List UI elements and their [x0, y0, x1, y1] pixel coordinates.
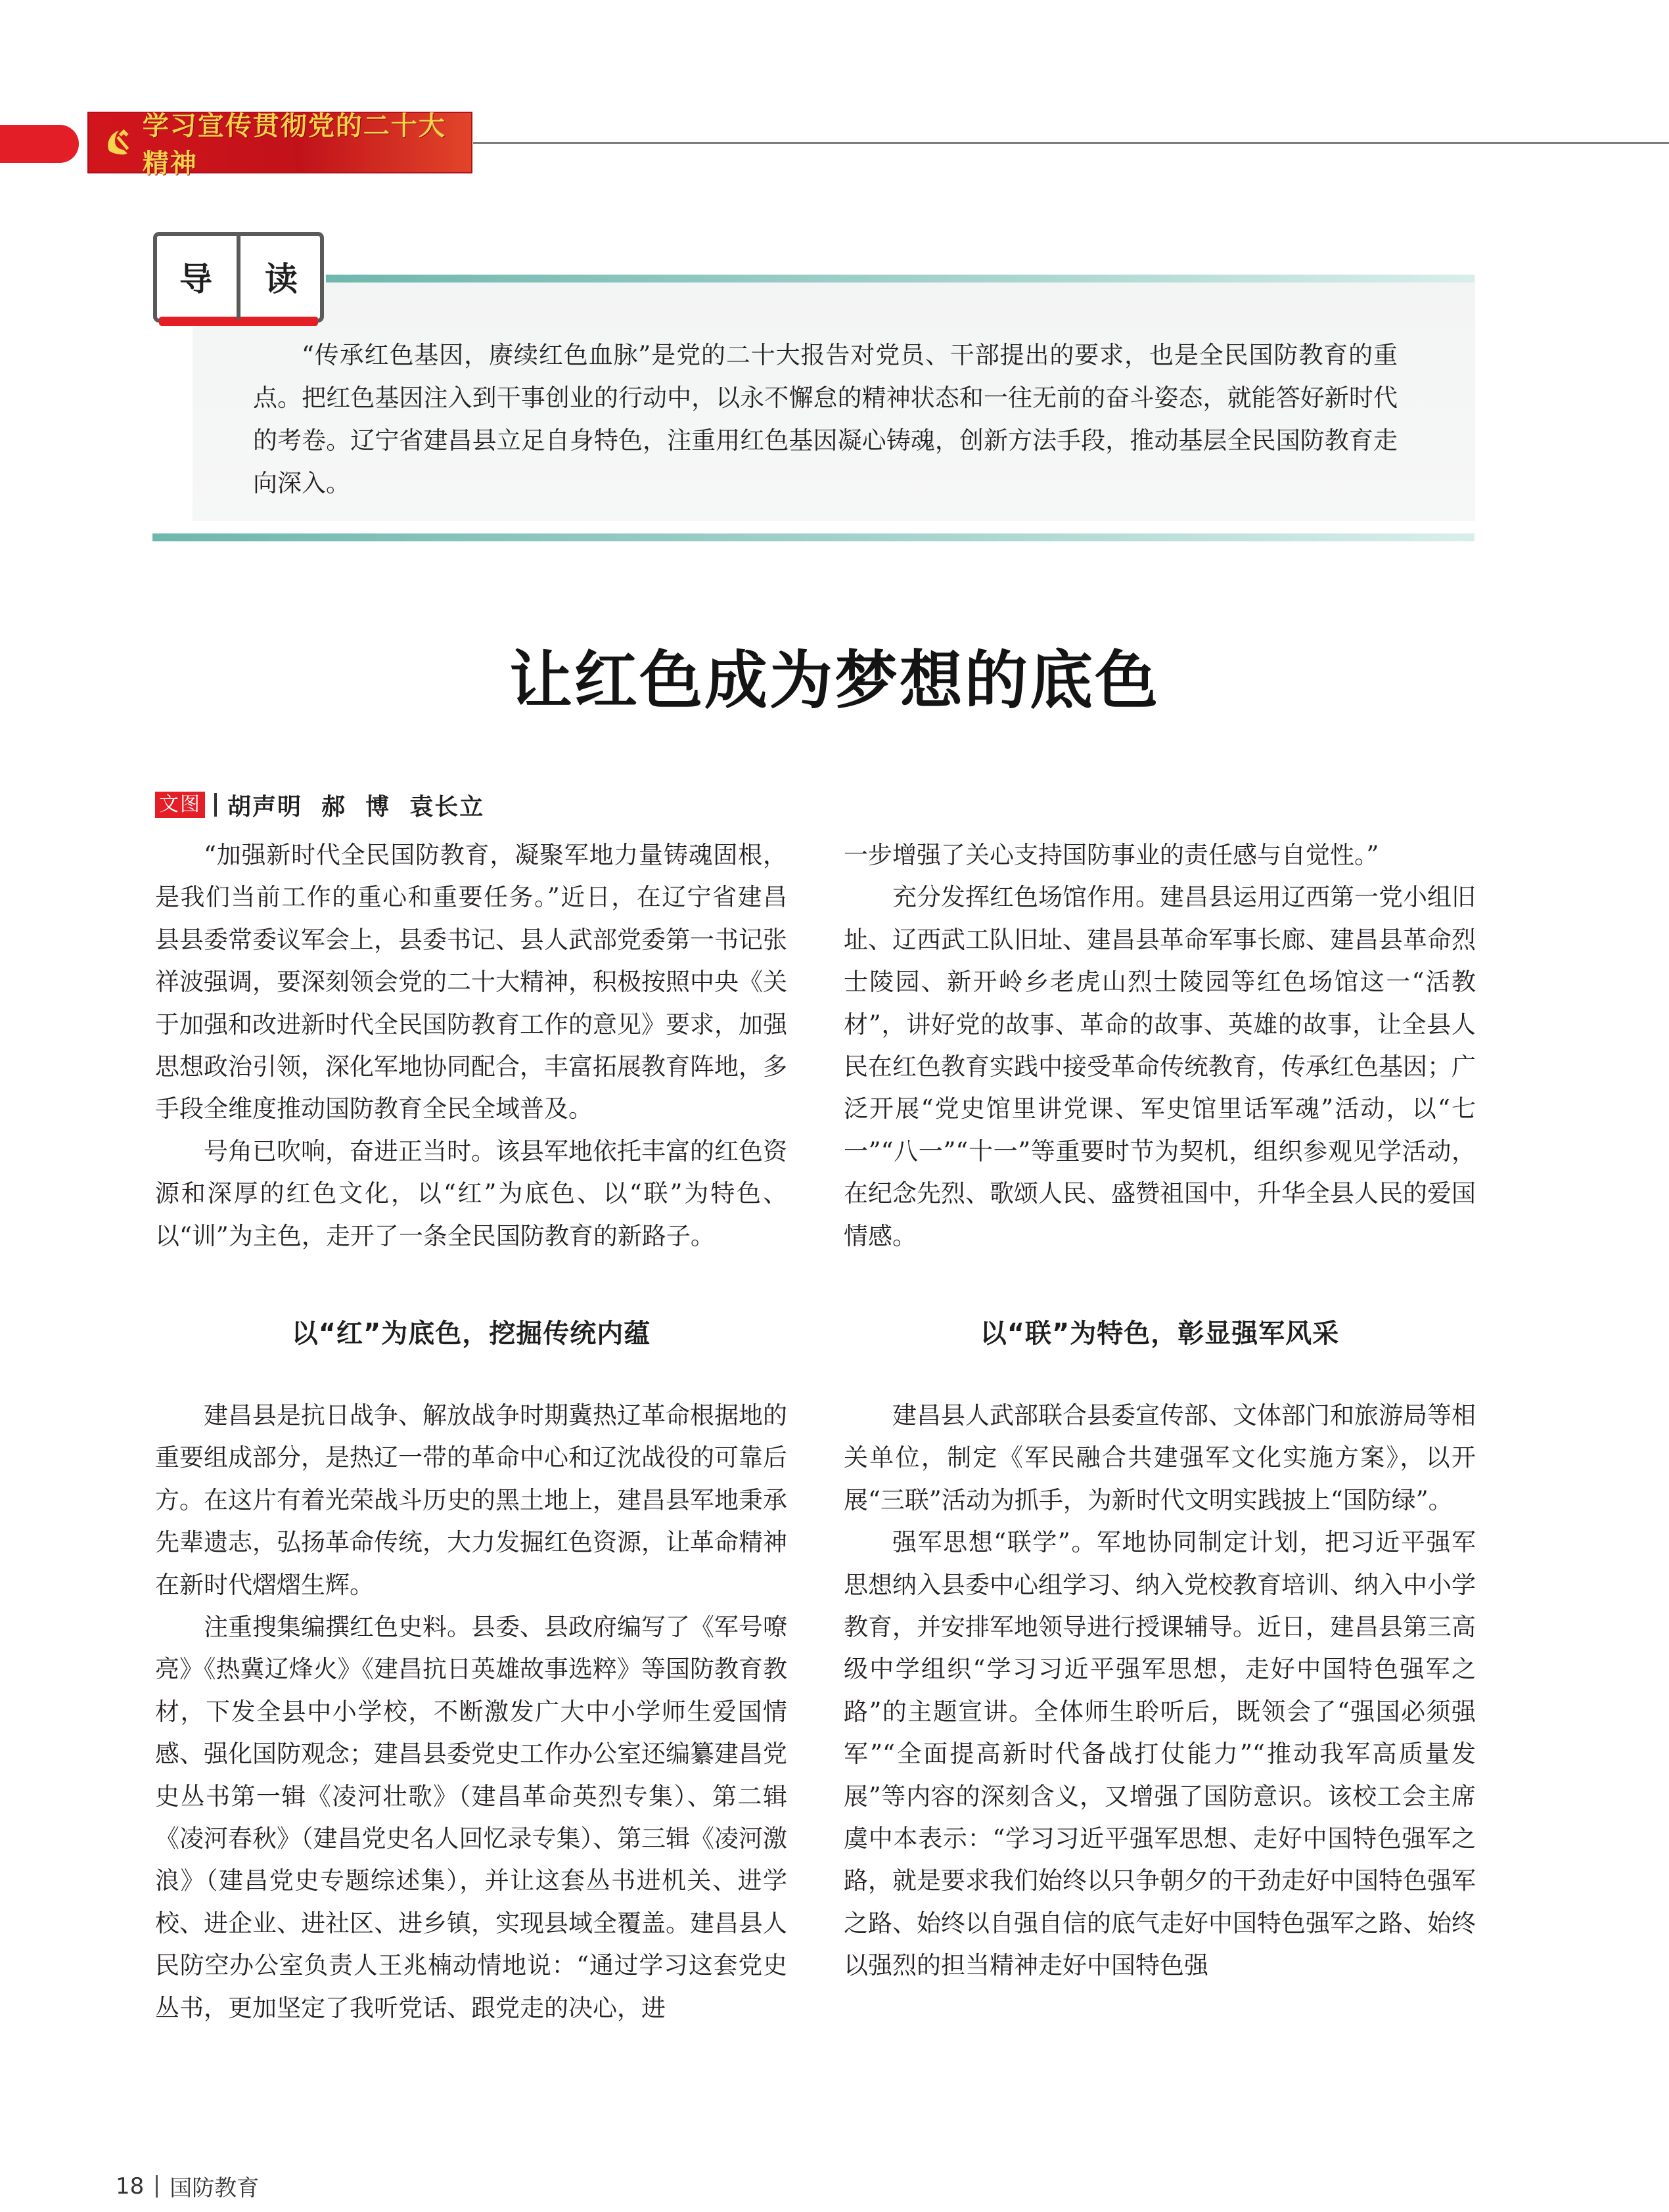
left-column-top [155, 834, 787, 1257]
intro-top-bar [326, 275, 1475, 282]
paragraph: 注重搜集编撰红色史料。县委、县政府编写了《军号嘹亮》《热冀辽烽火》《建昌抗日英雄故事选粹》等国防教育教材，下发全县中小学校，不断激发广大中小学师生爱国情感、强化国防观念；建昌县委党史工作办公室还编纂建昌党史丛书第一辑《凌河壮歌》（建昌革命英烈专集）、第二辑《凌河春秋》（建昌党史名人回忆录专集）、第三辑《凌河激浪》（建昌党史专题综述集），并让这套丛书进机关、进学校、进企业、进社区、进乡镇，实现县域全覆盖。建昌县人民防空办公室负责人王兆楠动情地说：“通过学习这套党史丛书，更加坚定了我听党话、跟党走的决心，进 [155, 1613, 787, 2022]
intro-bottom-bar [152, 533, 1475, 541]
right-column-top [844, 834, 1476, 1257]
paragraph: “加强新时代全民国防教育，凝聚军地力量铸魂固根，是我们当前工作的重心和重要任务。”近日，在辽宁省建昌县县委常委议军会上，县委书记、县人武部党委第一书记张祥波强调，要深刻领会党的二十大精神，积极按照中央《关于加强和改进新时代全民国防教育工作的意见》要求，加强思想政治引领，深化军地协同配合，丰富拓展教育阵地，多手段全维度推动国防教育全民全域普及。 [155, 841, 787, 1123]
left-column-bottom [155, 1395, 787, 2029]
header-red-tab [0, 125, 79, 163]
paragraph-continued: 一步增强了关心支持国防事业的责任感与自觉性。” [844, 841, 1379, 869]
subhead-red: 以“红”为底色，挖掘传统内蕴 [291, 1319, 651, 1349]
article-title: 让红色成为梦想的底色 [509, 644, 1160, 717]
book-icon [152, 231, 325, 330]
right-column-bottom [844, 1395, 1476, 1987]
paragraph: 号角已吹响，奋进正当时。该县军地依托丰富的红色资源和深厚的红色文化，以“红”为底色、以“联”为特色、以“训”为主色，走开了一条全民国防教育的新路子。 [155, 1137, 787, 1250]
paragraph: 建昌县人武部联合县委宣传部、文体部门和旅游局等相关单位，制定《军民融合共建强军文化实施方案》，以开展“三联”活动为抓手，为新时代文明实践披上“国防绿”。 [844, 1401, 1476, 1514]
header-rule [473, 142, 1669, 144]
section-title: 学习宣传贯彻党的二十大精神 [142, 110, 446, 179]
intro-text: “传承红色基因，赓续红色血脉”是党的二十大报告对党员、干部提出的要求，也是全民国防教育的重点。把红色基因注入到干事创业的行动中，以永不懈怠的精神状态和一往无前的奋斗姿态，就能答好新时代的考卷。辽宁省建昌县立足自身特色，注重用红色基因凝心铸魂，创新方法手段，推动基层全民国防教育走向深入。 [253, 341, 1398, 497]
footer-separator [156, 2175, 158, 2198]
paragraph: 强军思想“联学”。军地协同制定计划，把习近平强军思想纳入县委中心组学习、纳入党校教育培训、纳入中小学教育，并安排军地领导进行授课辅导。近日，建昌县第三高级中学组织“学习习近平强军思想，走好中国特色强军之路”的主题宣讲。全体师生聆听后，既领会了“强国必须强军”“全面提高新时代备战打仗能力”“推动我军高质量发展”等内容的深刻含义，又增强了国防意识。该校工会主席虞中本表示：“学习习近平强军思想、走好中国特色强军之路，就是要求我们始终以只争朝夕的干劲走好中国特色强军之路、始终以自强自信的底气走好中国特色强军之路、始终以强烈的担当精神走好中国特色强 [844, 1528, 1476, 1980]
section-banner [87, 110, 472, 179]
intro-label-1: 导 [179, 260, 212, 298]
page-number: 18 [116, 2173, 145, 2200]
subhead-link: 以“联”为特色，彰显强军风采 [980, 1319, 1340, 1349]
byline [155, 790, 484, 819]
party-emblem-icon [103, 125, 135, 160]
byline-separator [214, 793, 217, 817]
paragraph: 充分发挥红色场馆作用。建昌县运用辽西第一党小组旧址、辽西武工队旧址、建昌县革命军事长廊、建昌县革命烈士陵园、新开岭乡老虎山烈士陵园等红色场馆这一“活教材”，讲好党的故事、革命的故事、英雄的故事，让全县人民在红色教育实践中接受革命传统教育，传承红色基因；广泛开展“党史馆里讲党课、军史馆里话军魂”活动，以“七一”“八一”“十一”等重要时节为契机，组织参观见学活动，在纪念先烈、歌颂人民、盛赞祖国中，升华全县人民的爱国情感。 [844, 883, 1476, 1250]
page-footer [116, 2170, 259, 2202]
byline-tag: 文图 [155, 792, 205, 818]
magazine-name: 国防教育 [170, 2175, 260, 2201]
intro-label-2: 读 [265, 260, 298, 298]
paragraph: 建昌县是抗日战争、解放战争时期冀热辽革命根据地的重要组成部分，是热辽一带的革命中心和辽沈战役的可靠后方。在这片有着光荣战斗历史的黑土地上，建昌县军地秉承先辈遗志，弘扬革命传统，大力发掘红色资源，让革命精神在新时代熠熠生辉。 [155, 1401, 787, 1599]
byline-authors: 胡声明 郝 博 袁长立 [227, 793, 485, 821]
